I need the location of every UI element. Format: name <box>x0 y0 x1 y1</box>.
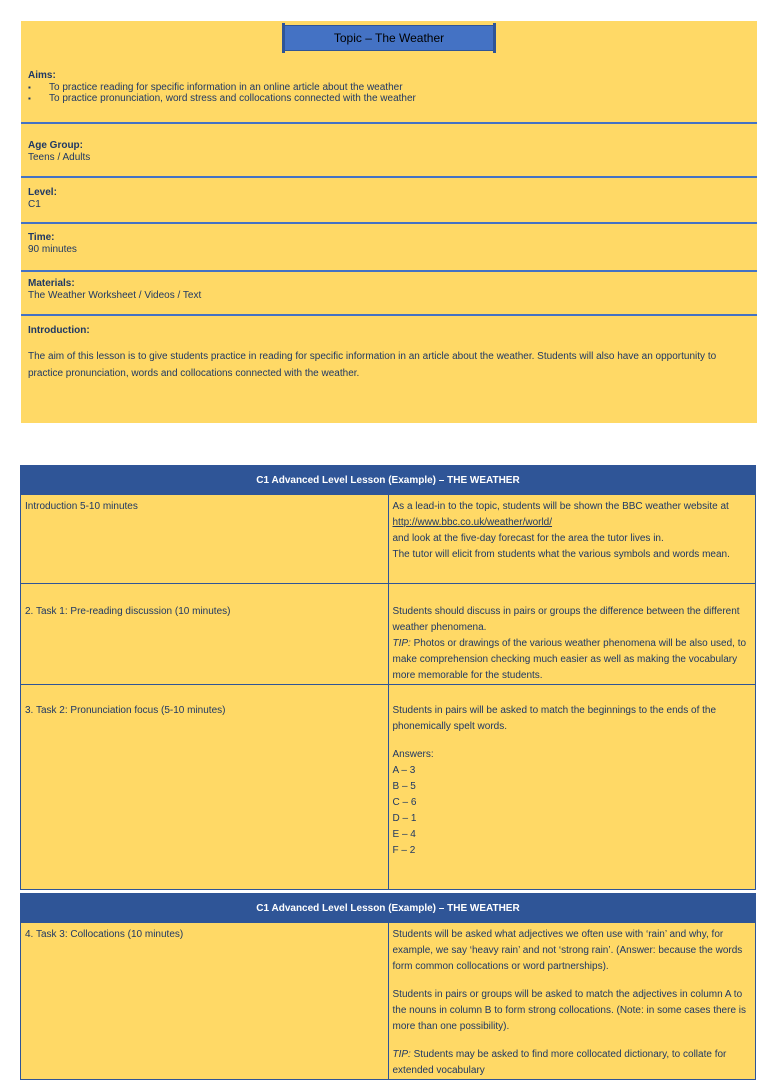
introduction-heading: Introduction: <box>28 325 90 336</box>
bbc-weather-link[interactable]: http://www.bbc.co.uk/weather/world/ <box>392 517 553 528</box>
answer-item: C – 6 <box>392 797 417 808</box>
table-title: C1 Advanced Level Lesson (Example) – THE WEATHER <box>21 466 756 495</box>
activity-text: As a lead-in to the topic, students will be shown the BBC weather website at <box>392 501 729 512</box>
lesson-plan-table <box>20 893 756 1080</box>
age-group-value: Teens / Adults <box>28 152 91 163</box>
aims-section <box>28 70 750 104</box>
stage-cell: 4. Task 3: Collocations (10 minutes) <box>21 923 389 1080</box>
table-row <box>21 584 756 685</box>
answer-item: A – 3 <box>392 765 416 776</box>
divider <box>21 314 757 316</box>
introduction-section <box>28 325 750 382</box>
age-group-section <box>28 140 750 164</box>
stage-cell: 3. Task 2: Pronunciation focus (5-10 minutes) <box>21 685 389 890</box>
topic-title: Topic – The Weather <box>283 25 495 51</box>
tip-text: Photos or drawings of the various weather phenomena will be also used, to make comprehension checking much easier as well as making the vocabulary more memorable for the students. <box>392 638 747 681</box>
stage-cell: 2. Task 1: Pre-reading discussion (10 minutes) <box>21 584 389 685</box>
activity-text: Students in pairs will be asked to match the beginnings to the ends of the phonemically spelt words. <box>392 705 717 732</box>
answer-item: E – 4 <box>392 829 416 840</box>
answer-item: D – 1 <box>392 813 417 824</box>
aims-item: ▪ To practice pronunciation, word stress and collocations connected with the weather <box>28 93 750 104</box>
introduction-text: The aim of this lesson is to give students practice in reading for specific information in an article about the weather. Students will also have an opportunity to practice pronunciation, words and collocations connected with the weather. <box>28 351 717 379</box>
tip-label: TIP: <box>392 1049 411 1060</box>
divider <box>21 122 757 124</box>
table-row <box>21 495 756 584</box>
answer-item: B – 5 <box>392 781 416 792</box>
divider <box>21 176 757 178</box>
lesson-info-panel <box>21 21 757 423</box>
activity-text: Students in pairs or groups will be asked to match the adjectives in column A to the nouns in column B to form strong collocations. (Note: in some cases there is more than one possibility). <box>392 989 747 1032</box>
aims-item: ▪ To practice reading for specific information in an online article about the weather <box>28 82 750 93</box>
divider <box>21 270 757 272</box>
activity-cell <box>388 685 756 890</box>
time-section <box>28 232 750 256</box>
aims-heading: Aims: <box>28 70 56 81</box>
table-row <box>21 685 756 890</box>
level-heading: Level: <box>28 187 57 198</box>
materials-value: The Weather Worksheet / Videos / Text <box>28 290 202 301</box>
activity-cell <box>388 584 756 685</box>
lesson-plan-table <box>20 465 756 890</box>
divider <box>21 222 757 224</box>
materials-section <box>28 278 750 302</box>
time-value: 90 minutes <box>28 244 77 255</box>
activity-text: Students should discuss in pairs or groups the difference between the different weather phenomena. <box>392 606 740 633</box>
tip-label: TIP: <box>392 638 411 649</box>
activity-text: and look at the five-day forecast for the area the tutor lives in. <box>392 533 664 544</box>
answer-item: F – 2 <box>392 845 416 856</box>
level-value: C1 <box>28 199 41 210</box>
answers-label: Answers: <box>392 749 434 760</box>
level-section <box>28 187 750 211</box>
tip-text: Students may be asked to find more collocated dictionary, to collate for extended vocabulary <box>392 1049 727 1076</box>
table-row <box>21 923 756 1080</box>
activity-cell <box>388 923 756 1080</box>
activity-text: Students will be asked what adjectives we often use with ‘rain’ and why, for example, we say ‘heavy rain’ and not ‘strong rain’. (Answer: because the words form common collocations or word partnerships). <box>392 929 743 972</box>
activity-cell <box>388 495 756 584</box>
activity-text: The tutor will elicit from students what the various symbols and words mean. <box>392 549 730 560</box>
stage-cell: Introduction 5-10 minutes <box>21 495 389 584</box>
materials-heading: Materials: <box>28 278 75 289</box>
table-title: C1 Advanced Level Lesson (Example) – THE WEATHER <box>21 894 756 923</box>
time-heading: Time: <box>28 232 55 243</box>
age-group-heading: Age Group: <box>28 140 83 151</box>
